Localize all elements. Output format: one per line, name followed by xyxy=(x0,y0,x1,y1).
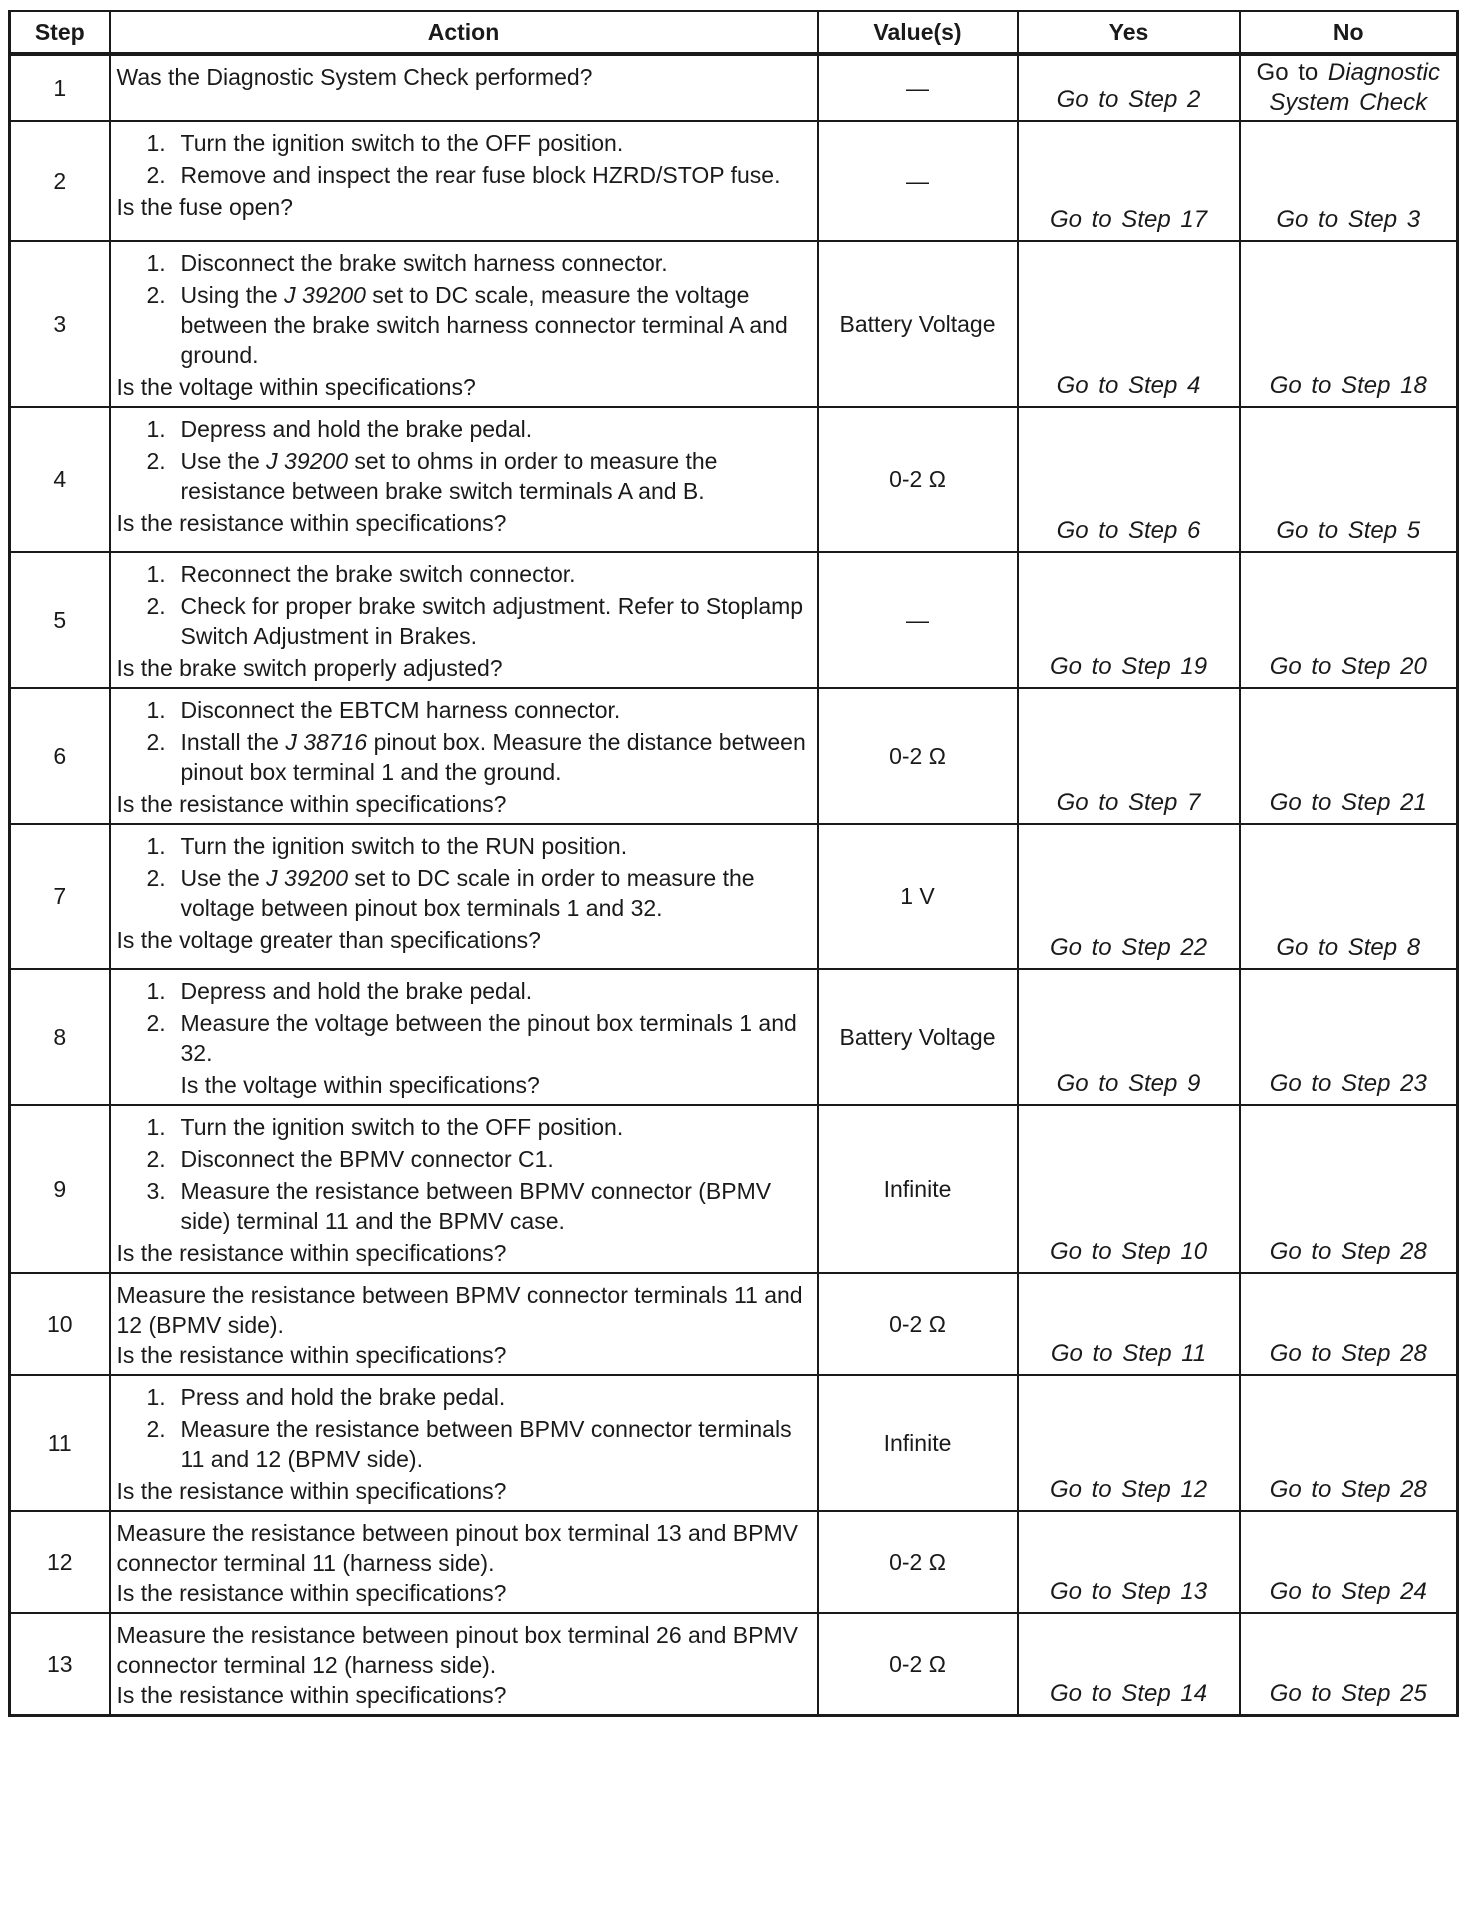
action-cell xyxy=(110,54,818,121)
action-list xyxy=(117,414,811,506)
item-text: Disconnect the BPMV connector C1. xyxy=(180,1146,554,1172)
yes-cell: Go to Step 11 xyxy=(1018,1273,1240,1375)
list-item xyxy=(147,1008,811,1068)
step-number: 12 xyxy=(10,1511,110,1613)
action-cell xyxy=(110,1375,818,1511)
no-cell: Go to Step 28 xyxy=(1240,1273,1458,1375)
value-cell: Infinite xyxy=(818,1375,1018,1511)
table-row xyxy=(10,1511,1458,1613)
item-text-part: Install the xyxy=(180,729,286,755)
step-number: 2 xyxy=(10,121,110,241)
table-row xyxy=(10,824,1458,969)
yes-cell: Go to Step 9 xyxy=(1018,969,1240,1105)
tool-name: J 38716 xyxy=(285,729,368,755)
table-row xyxy=(10,407,1458,552)
table-row xyxy=(10,1613,1458,1716)
action-list xyxy=(117,248,811,370)
item-text xyxy=(181,280,811,370)
no-cell: Go to Step 3 xyxy=(1240,121,1458,241)
list-item xyxy=(147,1144,811,1174)
diagnostic-table xyxy=(8,10,1459,1717)
table-row xyxy=(10,969,1458,1105)
yes-cell: Go to Step 17 xyxy=(1018,121,1240,241)
tool-name: J 39200 xyxy=(284,282,366,308)
item-number: 1. xyxy=(146,697,166,723)
action-question: Is the voltage greater than specifications? xyxy=(116,927,541,953)
value-cell: — xyxy=(818,121,1018,241)
action-cell xyxy=(110,241,818,407)
item-number: 1. xyxy=(146,1114,166,1140)
header-row xyxy=(10,11,1458,54)
value-cell: — xyxy=(818,552,1018,688)
value-cell: — xyxy=(818,54,1018,121)
list-item xyxy=(147,128,811,158)
yes-cell: Go to Step 22 xyxy=(1018,824,1240,969)
item-text: Measure the resistance between BPMV connector (BPMV side) terminal 11 and the BPMV case. xyxy=(180,1178,772,1234)
no-text-italic: Diagnostic System Check xyxy=(1269,59,1440,116)
step-number: 11 xyxy=(10,1375,110,1511)
step-number: 9 xyxy=(10,1105,110,1273)
no-cell: Go to Step 5 xyxy=(1240,407,1458,552)
action-text: Measure the resistance between BPMV connector terminals 11 and 12 (BPMV side). xyxy=(116,1282,803,1338)
yes-cell: Go to Step 4 xyxy=(1018,241,1240,407)
action-list xyxy=(117,559,811,651)
item-text-part: Use the xyxy=(180,448,267,474)
item-text-part: pinout box. Measure the distance between pinout box terminal 1 and the ground. xyxy=(180,729,806,785)
value-cell: Battery Voltage xyxy=(818,241,1018,407)
value-cell: Battery Voltage xyxy=(818,969,1018,1105)
list-item xyxy=(147,559,811,589)
item-number: 1. xyxy=(146,416,166,442)
tool-name: J 39200 xyxy=(266,865,349,891)
action-text: Was the Diagnostic System Check performed? xyxy=(116,64,593,90)
action-question: Is the resistance within specifications? xyxy=(116,791,507,817)
yes-cell: Go to Step 19 xyxy=(1018,552,1240,688)
action-question: Is the resistance within specifications? xyxy=(116,1342,507,1368)
table-row xyxy=(10,121,1458,241)
item-text: Press and hold the brake pedal. xyxy=(180,1384,506,1410)
list-item xyxy=(147,414,811,444)
yes-cell: Go to Step 10 xyxy=(1018,1105,1240,1273)
action-text: Measure the resistance between pinout box terminal 26 and BPMV connector terminal 12 (harness side). xyxy=(116,1622,798,1678)
action-cell xyxy=(110,121,818,241)
yes-cell: Go to Step 7 xyxy=(1018,688,1240,824)
item-text-part: set to DC scale in order to measure the voltage between pinout box terminals 1 and 32. xyxy=(180,865,755,921)
no-cell: Go to Step 23 xyxy=(1240,969,1458,1105)
list-item xyxy=(147,280,811,370)
item-text-part: Using the xyxy=(180,282,285,308)
action-list xyxy=(117,128,811,190)
yes-cell: Go to Step 2 xyxy=(1018,54,1240,121)
action-question: Is the voltage within specifications? xyxy=(180,1072,540,1098)
item-text xyxy=(181,863,811,923)
no-cell: Go to Step 21 xyxy=(1240,688,1458,824)
action-list xyxy=(117,831,811,923)
action-cell xyxy=(110,688,818,824)
item-number: 2. xyxy=(146,162,166,188)
list-item xyxy=(147,248,811,278)
item-text-part: set to DC scale, measure the voltage between the brake switch harness connector terminal A and ground. xyxy=(180,282,788,368)
table-row xyxy=(10,1273,1458,1375)
item-text: Measure the voltage between the pinout box terminals 1 and 32. xyxy=(180,1010,797,1066)
list-item xyxy=(147,1382,811,1412)
item-text: Remove and inspect the rear fuse block HZRD/STOP fuse. xyxy=(180,162,781,188)
action-question: Is the voltage within specifications? xyxy=(116,374,476,400)
value-cell: 0-2 Ω xyxy=(818,688,1018,824)
value-cell: 0-2 Ω xyxy=(818,407,1018,552)
action-cell xyxy=(110,1613,818,1716)
yes-cell: Go to Step 14 xyxy=(1018,1613,1240,1716)
yes-cell: Go to Step 12 xyxy=(1018,1375,1240,1511)
step-number: 3 xyxy=(10,241,110,407)
action-question: Is the brake switch properly adjusted? xyxy=(116,655,503,681)
item-text: Depress and hold the brake pedal. xyxy=(180,978,533,1004)
value-cell: 1 V xyxy=(818,824,1018,969)
action-question: Is the resistance within specifications? xyxy=(116,1580,507,1606)
item-text-part: set to ohms in order to measure the resistance between brake switch terminals A and B. xyxy=(180,448,718,504)
list-item xyxy=(147,446,811,506)
item-text: Disconnect the EBTCM harness connector. xyxy=(180,697,621,723)
action-question: Is the resistance within specifications? xyxy=(116,510,507,536)
list-item xyxy=(147,1414,811,1474)
value-cell: 0-2 Ω xyxy=(818,1613,1018,1716)
item-text: Disconnect the brake switch harness connector. xyxy=(180,250,668,276)
step-number: 5 xyxy=(10,552,110,688)
header-values: Value(s) xyxy=(818,11,1018,54)
item-text-part: Use the xyxy=(180,865,267,891)
action-cell xyxy=(110,1273,818,1375)
action-question: Is the fuse open? xyxy=(116,194,293,220)
item-text xyxy=(181,446,811,506)
no-cell xyxy=(1240,54,1458,121)
header-yes: Yes xyxy=(1018,11,1240,54)
item-number: 2. xyxy=(146,448,166,474)
list-item xyxy=(147,1176,811,1236)
item-text: Turn the ignition switch to the RUN position. xyxy=(180,833,628,859)
table-row xyxy=(10,1105,1458,1273)
item-number: 2. xyxy=(146,593,166,619)
item-number: 1. xyxy=(146,130,166,156)
step-number: 10 xyxy=(10,1273,110,1375)
no-cell: Go to Step 20 xyxy=(1240,552,1458,688)
action-cell xyxy=(110,1105,818,1273)
no-cell: Go to Step 24 xyxy=(1240,1511,1458,1613)
list-item xyxy=(147,976,811,1006)
no-cell: Go to Step 28 xyxy=(1240,1105,1458,1273)
item-text: Turn the ignition switch to the OFF position. xyxy=(180,1114,624,1140)
list-item xyxy=(147,591,811,651)
no-cell: Go to Step 18 xyxy=(1240,241,1458,407)
yes-cell: Go to Step 6 xyxy=(1018,407,1240,552)
item-number: 2. xyxy=(146,729,166,755)
no-cell: Go to Step 25 xyxy=(1240,1613,1458,1716)
item-number: 1. xyxy=(146,978,166,1004)
table-row xyxy=(10,688,1458,824)
item-text xyxy=(181,727,811,787)
action-cell xyxy=(110,969,818,1105)
item-number: 2. xyxy=(146,1416,166,1442)
item-number: 1. xyxy=(146,833,166,859)
action-list xyxy=(117,976,811,1068)
list-item xyxy=(147,727,811,787)
action-cell xyxy=(110,824,818,969)
header-action: Action xyxy=(110,11,818,54)
action-list xyxy=(117,695,811,787)
no-cell: Go to Step 8 xyxy=(1240,824,1458,969)
item-number: 1. xyxy=(146,250,166,276)
list-item xyxy=(147,1112,811,1142)
item-text: Reconnect the brake switch connector. xyxy=(180,561,576,587)
step-number: 4 xyxy=(10,407,110,552)
item-number: 1. xyxy=(146,1384,166,1410)
item-text: Measure the resistance between BPMV connector terminals 11 and 12 (BPMV side). xyxy=(180,1416,792,1472)
step-number: 8 xyxy=(10,969,110,1105)
header-step: Step xyxy=(10,11,110,54)
header-no: No xyxy=(1240,11,1458,54)
item-number: 1. xyxy=(146,561,166,587)
list-item xyxy=(147,863,811,923)
no-cell: Go to Step 28 xyxy=(1240,1375,1458,1511)
table-row xyxy=(10,1375,1458,1511)
step-number: 1 xyxy=(10,54,110,121)
no-text: Go to xyxy=(1256,59,1328,86)
item-number: 2. xyxy=(146,1010,166,1036)
value-cell: 0-2 Ω xyxy=(818,1273,1018,1375)
table-row xyxy=(10,552,1458,688)
item-number: 2. xyxy=(146,865,166,891)
action-cell xyxy=(110,552,818,688)
step-number: 6 xyxy=(10,688,110,824)
action-question: Is the resistance within specifications? xyxy=(116,1240,507,1266)
action-cell xyxy=(110,407,818,552)
value-cell: 0-2 Ω xyxy=(818,1511,1018,1613)
item-number: 2. xyxy=(146,282,166,308)
action-question: Is the resistance within specifications? xyxy=(116,1478,507,1504)
item-number: 3. xyxy=(146,1178,166,1204)
action-text: Measure the resistance between pinout box terminal 13 and BPMV connector terminal 11 (harness side). xyxy=(116,1520,798,1576)
step-number: 7 xyxy=(10,824,110,969)
item-number: 2. xyxy=(146,1146,166,1172)
action-cell xyxy=(110,1511,818,1613)
table-row xyxy=(10,54,1458,121)
action-list xyxy=(117,1382,811,1474)
list-item xyxy=(147,831,811,861)
table-row xyxy=(10,241,1458,407)
item-text: Check for proper brake switch adjustment. Refer to Stoplamp Switch Adjustment in Brakes. xyxy=(180,593,804,649)
yes-cell: Go to Step 13 xyxy=(1018,1511,1240,1613)
action-question: Is the resistance within specifications? xyxy=(116,1682,507,1708)
list-item xyxy=(147,160,811,190)
value-cell: Infinite xyxy=(818,1105,1018,1273)
tool-name: J 39200 xyxy=(266,448,349,474)
action-list xyxy=(117,1112,811,1236)
item-text: Depress and hold the brake pedal. xyxy=(180,416,533,442)
step-number: 13 xyxy=(10,1613,110,1716)
item-text: Turn the ignition switch to the OFF position. xyxy=(180,130,624,156)
list-item xyxy=(147,695,811,725)
